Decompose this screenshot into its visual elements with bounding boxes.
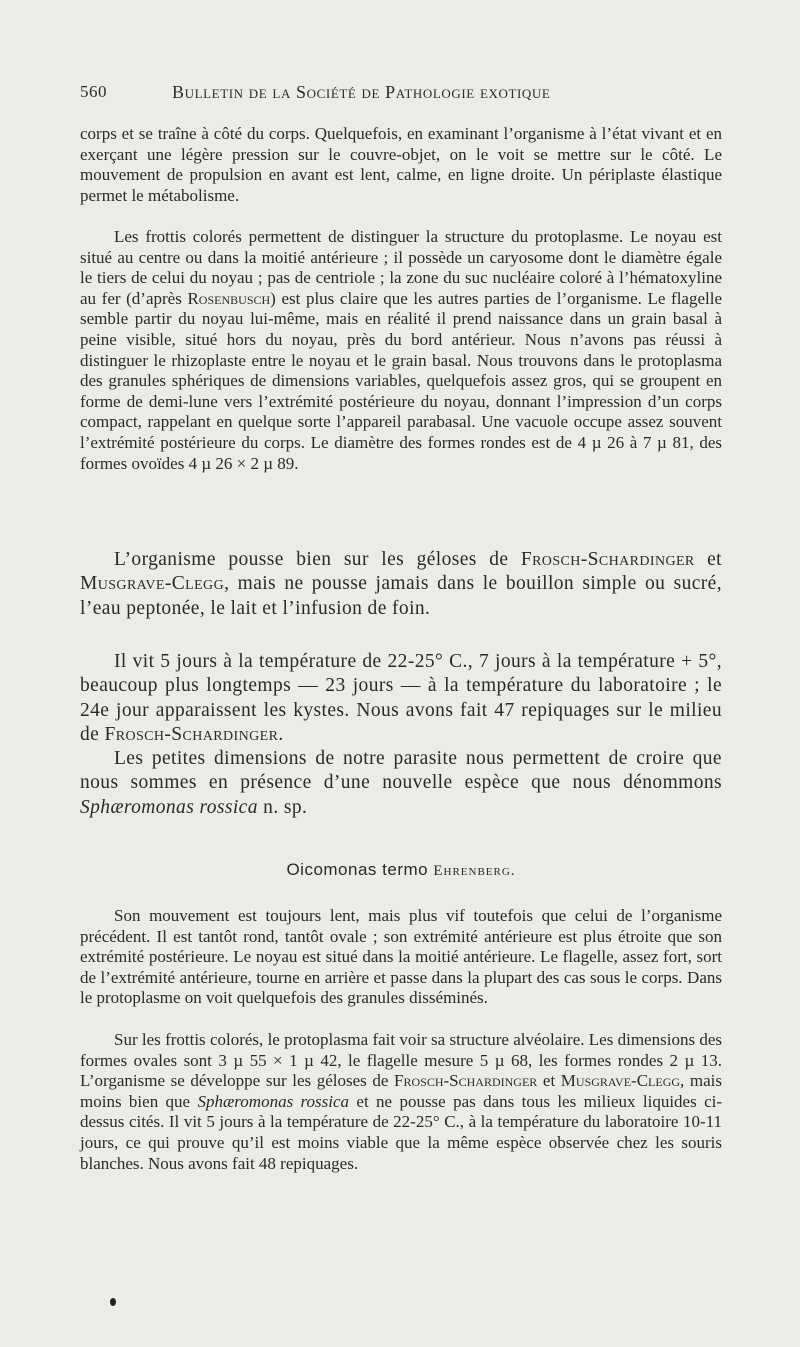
paragraph-text: Sur les frottis colorés, le protoplasma fait voir sa structure alvéolaire. Les dimensions des formes ovales sont 3 µ 55 × 1 µ 42, le flagelle mesure 5 µ 68, les formes rondes 2 µ 13. L’organisme se développe sur les géloses de — [80, 1030, 722, 1091]
paragraph-text: n. sp. — [257, 796, 308, 818]
paragraph-text: Les frottis colorés permettent de distinguer la structure du protoplasme. Le noyau est situé au centre ou dans la moitié antérieure ; il possède un caryosome dont le diamètre égale le tiers de celui du noyau ; pas de centriole ; la zone du suc nucléaire coloré à l’hématoxyline au fer (d’après — [80, 227, 722, 308]
paragraph-text: et — [694, 549, 722, 570]
paragraph-text: Son mouvement est toujours lent, mais plus vif toutefois que celui de l’organisme précédent. Il est tantôt rond, tantôt ovale ; son extrémité antérieure est plus étroite que son extrémité postérieure. Le noyau est situé dans la moitié antérieure. Le flagelle, assez fort, sort de l’extrémité antérieure, tourne en arrière et passe dans la plupart des cas sous le corps. Dans le protoplasme on voit quelquefois des granules disséminés. — [80, 906, 722, 1008]
running-title: Bulletin de la Société de Pathologie exotique — [172, 82, 551, 102]
species-name: Sphæromonas rossica — [80, 796, 258, 818]
paragraph-text: Il vit 5 jours à la température de 22-25° C., 7 jours à la température + 5°, beaucoup plus longtemps — 23 jours — à la température du laboratoire ; le 24e jour apparaissent les kystes. Nous avons fait 47 repiquages sur le milieu de — [80, 651, 722, 746]
author-name: Frosch-Schardinger — [104, 724, 279, 746]
author-name: Musgrave-Clegg — [80, 573, 225, 595]
paragraph-text: et — [537, 1071, 561, 1091]
author-name: Frosch-Schardinger — [394, 1071, 538, 1091]
paragraph-text: et ne pousse pas dans tous les milieux liquides ci-dessus cités. Il vit 5 jours à la température de 22-25° C., à la température du laboratoire 10-11 jours, ce qui prouve qu’il est moins viable que la même espèce observée chez les souris blanches. Nous avons fait 48 repiquages. — [80, 1091, 722, 1173]
species-name: Sphæromonas rossica — [197, 1091, 350, 1111]
paragraph-new-species — [80, 747, 722, 820]
paragraph-text: ) est plus claire que les autres parties de l’organisme. Le flagelle semble partir du noyau lui-même, mais en réalité il prend naissance dans un grain basal à peine visible, situé hors du noyau, près du bord antérieur. Nous n’avons pas réussi à distinguer le rhizoplaste entre le noyau et le grain basal. Nous trouvons dans le protoplasma des granules sphériques de dimensions variables, quelquefois assez gros, qui se groupent en forme de demi-lune vers l’extrémité postérieure du noyau, donnant l’impression d’un corps compact, rappelant en quelque sorte l’appareil parabasal. Une vacuole occupe assez souvent l’extrémité postérieure du corps. Le diamètre des formes rondes est de 4 µ 26 à 7 µ 81, des formes ovoïdes 4 µ 26 × 2 µ 89. — [80, 288, 723, 473]
section-heading — [80, 860, 722, 880]
paragraph-text: , mais moins bien que — [80, 1071, 722, 1111]
paragraph-text: , mais ne pousse jamais dans le bouillon simple ou sucré, l’eau peptonée, le lait et l’infusion de foin. — [80, 573, 722, 619]
paragraph-text: . — [278, 724, 284, 746]
section-author: Ehrenberg. — [433, 863, 516, 879]
paragraph-temperature — [80, 650, 722, 748]
paragraph-locomotion — [80, 124, 722, 206]
paragraph-text: L’organisme pousse bien sur les géloses de — [114, 549, 521, 570]
ink-spot — [110, 1298, 116, 1306]
author-name: Frosch-Schardinger — [520, 549, 695, 570]
paragraph-oicomonas-movement — [80, 906, 722, 1009]
section-genus: Oicomonas termo — [286, 860, 429, 879]
page-number: 560 — [80, 82, 107, 101]
author-name: Musgrave-Clegg — [560, 1071, 681, 1091]
paragraph-oicomonas-smears — [80, 1030, 722, 1174]
paragraph-text: corps et se traîne à côté du corps. Quelquefois, en examinant l’organisme à l’état vivant et en exerçant une légère pression sur le couvre-objet, on le voit se mettre sur le côté. Le mouvement de propulsion en avant est lent, calme, en ligne droite. Un périplaste élastique permet le métabolisme. — [80, 124, 722, 205]
author-name: Rosenbusch — [187, 288, 271, 308]
paragraph-stained-smears — [80, 227, 722, 474]
paragraph-text: Les petites dimensions de notre parasite nous permettent de croire que nous sommes en présence d’une nouvelle espèce que nous dénommons — [80, 748, 722, 794]
paragraph-culture-media — [80, 548, 722, 621]
